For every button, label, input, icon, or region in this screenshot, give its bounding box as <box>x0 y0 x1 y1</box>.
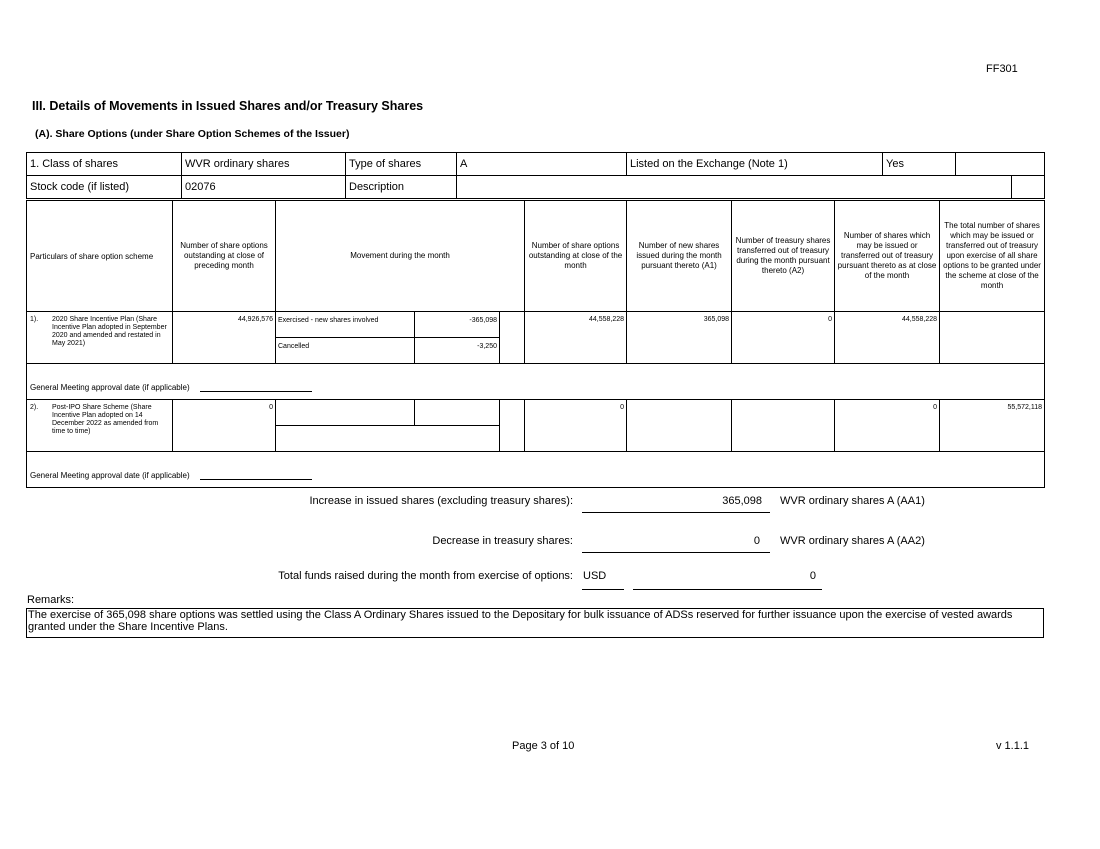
new-shares: 365,098 <box>627 312 732 364</box>
gm-approval-date-field[interactable] <box>200 465 312 480</box>
scheme-row <box>27 312 173 364</box>
movement-value: -3,250 <box>415 338 500 364</box>
movement-type <box>276 426 500 452</box>
decrease-underline <box>582 552 770 553</box>
total-may-be-issued <box>940 312 1045 364</box>
header-total-may-be-issued: The total number of shares which may be issued or transferred out of treasury upon exercise of all share options to be granted under the scheme at close of the month <box>940 201 1045 312</box>
movement-value <box>415 400 500 426</box>
gm-approval-label: General Meeting approval date (if applicable) <box>30 383 190 392</box>
stock-code-value: 02076 <box>182 176 346 199</box>
gm-approval-row <box>27 364 1045 400</box>
increase-value: 365,098 <box>722 495 762 507</box>
page-number: Page 3 of 10 <box>512 740 575 752</box>
header-new-shares: Number of new shares issued during the month pursuant thereto (A1) <box>627 201 732 312</box>
header-treasury-transferred: Number of treasury shares transferred out of treasury during the month pursuant thereto (A2) <box>732 201 835 312</box>
total-may-be-issued: 55,572,118 <box>940 400 1045 452</box>
listed-value: Yes <box>883 153 956 176</box>
stock-code-label: Stock code (if listed) <box>27 176 182 199</box>
may-be-issued: 0 <box>835 400 940 452</box>
description-label: Description <box>346 176 457 199</box>
gm-approval-row <box>27 452 1045 488</box>
treasury-transferred: 0 <box>732 312 835 364</box>
blank-cell <box>500 312 525 364</box>
description-value <box>457 176 1012 199</box>
movement-type: Cancelled <box>276 338 415 364</box>
blank-cell <box>956 153 1045 176</box>
decrease-label: Decrease in treasury shares: <box>432 535 573 547</box>
currency-underline <box>582 589 624 590</box>
scheme-index: 1). <box>30 316 39 323</box>
funds-label: Total funds raised during the month from exercise of options: <box>278 570 573 582</box>
increase-label: Increase in issued shares (excluding treasury shares): <box>309 495 573 507</box>
header-particulars: Particulars of share option scheme <box>27 201 173 312</box>
sub-title: (A). Share Options (under Share Option Schemes of the Issuer) <box>35 128 350 140</box>
funds-underline <box>633 589 822 590</box>
treasury-transferred <box>732 400 835 452</box>
funds-value: 0 <box>809 570 816 582</box>
new-shares <box>627 400 732 452</box>
class-info-table <box>26 152 1045 199</box>
share-options-table <box>26 200 1045 488</box>
header-outstanding-prev: Number of share options outstanding at close of preceding month <box>173 201 276 312</box>
increase-underline <box>582 512 770 513</box>
remarks-label: Remarks: <box>27 594 75 606</box>
decrease-value: 0 <box>753 535 760 547</box>
listed-label: Listed on the Exchange (Note 1) <box>627 153 883 176</box>
movement-type <box>276 400 415 426</box>
outstanding-close: 0 <box>525 400 627 452</box>
scheme-index: 2). <box>30 404 39 411</box>
outstanding-close: 44,558,228 <box>525 312 627 364</box>
header-may-be-issued: Number of shares which may be issued or transferred out of treasury pursuant thereto as at close of the month <box>835 201 940 312</box>
type-label: Type of shares <box>346 153 457 176</box>
scheme-name: 2020 Share Incentive Plan (Share Incentive Plan adopted in September 2020 and amended and restated in May 2021) <box>52 316 167 347</box>
movement-value: -365,098 <box>415 312 500 338</box>
gm-approval-label: General Meeting approval date (if applicable) <box>30 471 190 480</box>
scheme-row <box>27 400 173 452</box>
outstanding-prev: 44,926,576 <box>173 312 276 364</box>
version-label: v 1.1.1 <box>996 740 1030 752</box>
type-value: A <box>457 153 627 176</box>
decrease-unit: WVR ordinary shares A (AA2) <box>780 535 925 547</box>
blank-cell <box>1012 176 1045 199</box>
section-title: III. Details of Movements in Issued Shares and/or Treasury Shares <box>32 99 424 113</box>
blank-cell <box>500 400 525 452</box>
form-code: FF301 <box>986 63 1018 75</box>
header-movement: Movement during the month <box>276 201 525 312</box>
gm-approval-date-field[interactable] <box>200 377 312 392</box>
header-outstanding-close: Number of share options outstanding at close of the month <box>525 201 627 312</box>
funds-currency: USD <box>583 570 607 582</box>
scheme-name: Post-IPO Share Scheme (Share Incentive Plan adopted on 14 December 2022 as amended from time to time) <box>52 404 159 435</box>
class-value: WVR ordinary shares <box>182 153 346 176</box>
class-label: 1. Class of shares <box>27 153 182 176</box>
remarks-text: The exercise of 365,098 share options was settled using the Class A Ordinary Shares issued to the Depositary for bulk issuance of ADSs reserved for further issuance upon the exercise of vested awards granted under the Share Incentive Plans. <box>26 608 1044 638</box>
movement-type: Exercised - new shares involved <box>276 312 415 338</box>
may-be-issued: 44,558,228 <box>835 312 940 364</box>
increase-unit: WVR ordinary shares A (AA1) <box>780 495 925 507</box>
outstanding-prev: 0 <box>173 400 276 452</box>
